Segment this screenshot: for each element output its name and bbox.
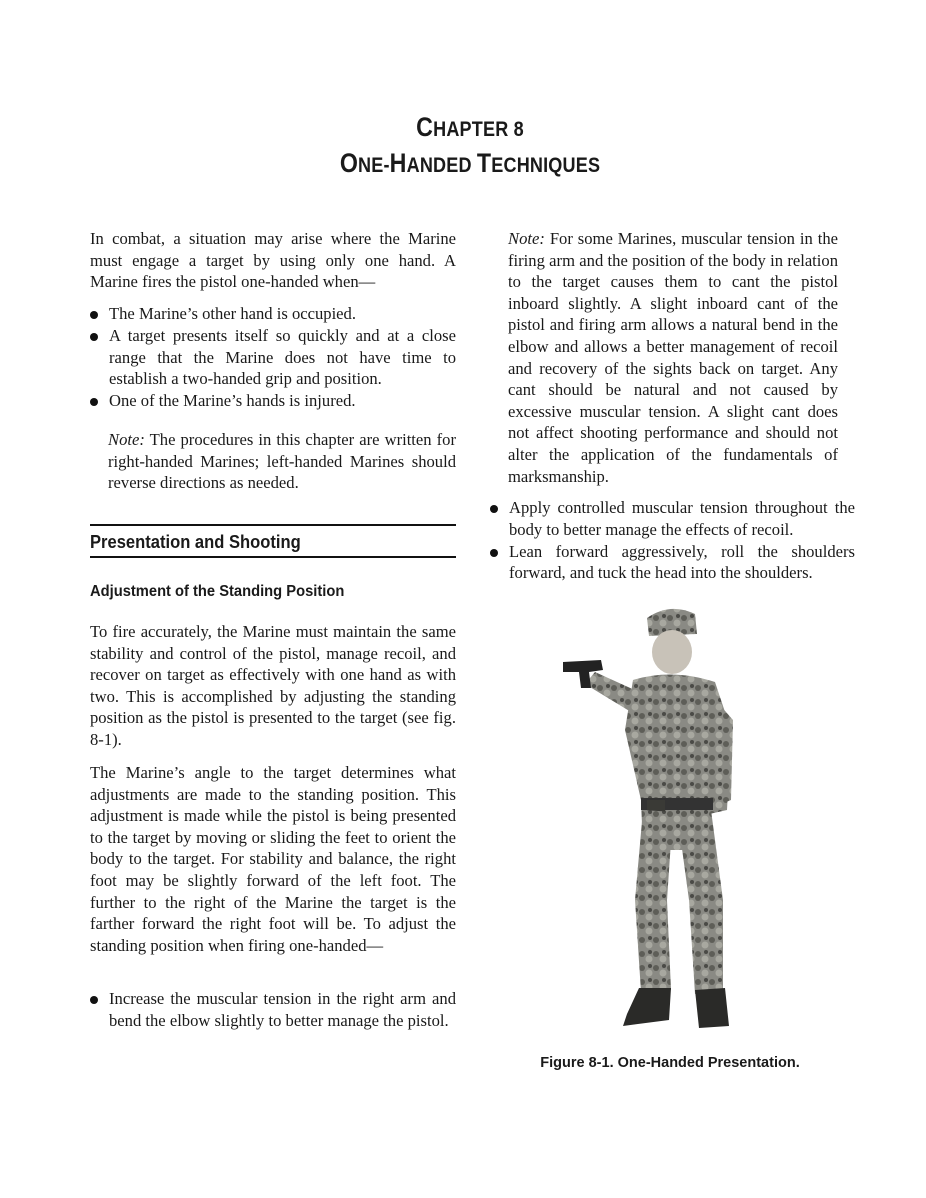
list-item: Increase the muscular tension in the right arm and bend the elbow slightly to better manage the pistol. xyxy=(90,988,456,1031)
note-paragraph: Note: The procedures in this chapter are written for right-handed Marines; left-handed Marines should reverse directions as needed. xyxy=(108,430,456,493)
list-item: A target presents itself so quickly and at a close range that the Marine does not have time to establish a two-handed grip and position. xyxy=(90,325,456,390)
bullet-icon xyxy=(90,398,98,406)
list-item: One of the Marine’s hands is injured. xyxy=(90,390,456,412)
bullet-icon xyxy=(490,549,498,557)
figure-caption: Figure 8-1. One-Handed Presentation. xyxy=(540,1055,800,1071)
figure-soldier-photo xyxy=(555,600,795,1050)
bullet-list xyxy=(490,497,855,584)
bullet-list xyxy=(90,303,456,412)
subsection-heading: Adjustment of the Standing Position xyxy=(90,583,345,600)
list-item: Apply controlled muscular tension throughout the body to better manage the effects of recoil. xyxy=(490,497,855,540)
bullet-icon xyxy=(90,996,98,1004)
intro-paragraph: In combat, a situation may arise where the Marine must engage a target by using only one hand. A Marine fires the pistol one-handed when— xyxy=(90,229,456,292)
bullet-icon xyxy=(90,311,98,319)
chapter-number: CHAPTER 8 xyxy=(416,112,524,142)
bullet-list xyxy=(90,988,456,1032)
bullet-icon xyxy=(490,505,498,513)
paragraph: The Marine’s angle to the target determines what adjustments are made to the standing position. This adjustment is made while the pistol is being presented to the target by moving or sliding the feet to orient the body to the target. For stability and balance, the right foot may be slightly forward of the left foot. The further to the right of the Marine the target is the farther forward the right foot will be. To adjust the standing position when firing one-handed— xyxy=(90,763,456,955)
section-heading: Presentation and Shooting xyxy=(90,532,301,552)
chapter-title: ONE-HANDED TECHNIQUES xyxy=(339,148,601,178)
bullet-icon xyxy=(90,333,98,341)
list-item: Lean forward aggressively, roll the shoulders forward, and tuck the head into the shoulders. xyxy=(490,541,855,584)
list-item: The Marine’s other hand is occupied. xyxy=(90,303,456,325)
divider xyxy=(90,524,456,526)
paragraph: To fire accurately, the Marine must maintain the same stability and control of the pistol, manage recoil, and recover on target as effectively with one hand as with two. This is accomplished by adjusting the standing position as the pistol is presented to the target (see fig. 8-1). xyxy=(90,622,456,749)
divider xyxy=(90,556,456,558)
note-paragraph: Note: For some Marines, muscular tension in the firing arm and the position of the body in relation to the target causes them to cant the pistol inboard slightly. A slight inboard cant of the pistol and firing arm allows a natural bend in the elbow and allows a better management of recoil and recovery of the sights back on target. Any cant should be natural and not caused by excessive muscular tension. A slight cant does not affect shooting performance and should not alter the application of the fundamentals of marksmanship. xyxy=(508,229,838,486)
